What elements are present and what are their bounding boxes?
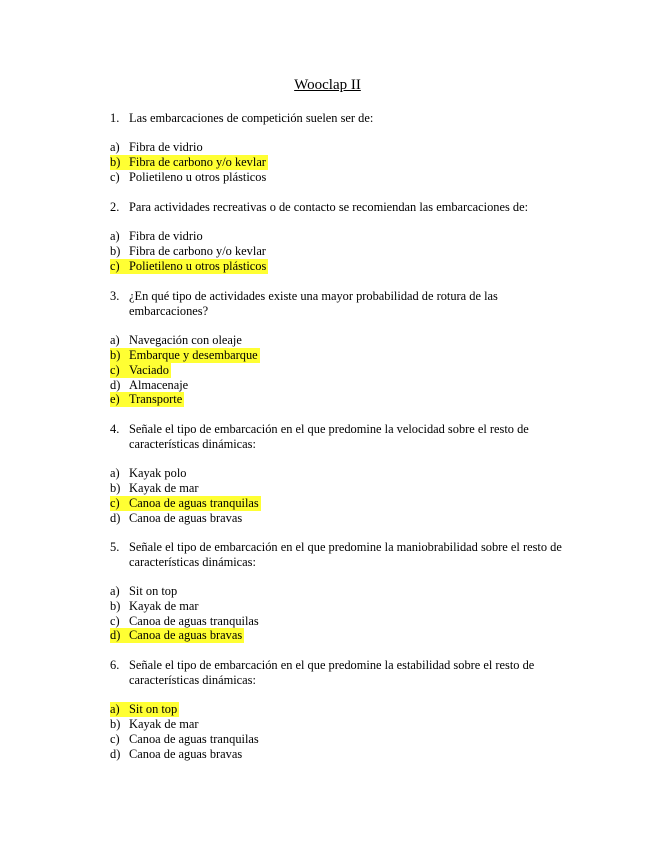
- question-number: 6.: [110, 658, 120, 672]
- option-text: Polietileno u otros plásticos: [129, 259, 267, 273]
- option-text: Canoa de aguas bravas: [129, 747, 243, 761]
- option-text: Sit on top: [129, 702, 178, 716]
- option-letter: a): [110, 229, 120, 243]
- option-letter: b): [110, 481, 121, 495]
- option-letter: b): [110, 348, 121, 362]
- option-5d-highlighted: [110, 628, 244, 643]
- option-text: Kayak de mar: [129, 481, 199, 495]
- question-number: 4.: [110, 422, 120, 436]
- option-letter: b): [110, 244, 121, 258]
- option-4c-highlighted: [110, 496, 261, 511]
- option-2b: [110, 244, 266, 259]
- option-5a: [110, 584, 177, 599]
- option-letter: e): [110, 392, 120, 406]
- question-1: [110, 111, 570, 126]
- question-text: Señale el tipo de embarcación en el que predomine la velocidad sobre el resto de características dinámicas:: [129, 422, 529, 451]
- option-1b-highlighted: [110, 155, 268, 170]
- option-text: Sit on top: [129, 584, 178, 598]
- question-number: 2.: [110, 200, 120, 214]
- question-text: Señale el tipo de embarcación en el que predomine la estabilidad sobre el resto de características dinámicas:: [129, 658, 535, 687]
- option-3d: [110, 378, 188, 393]
- option-text: Polietileno u otros plásticos: [129, 170, 267, 184]
- option-letter: b): [110, 599, 121, 613]
- option-6d: [110, 747, 242, 762]
- question-6: [110, 658, 560, 688]
- option-letter: c): [110, 732, 120, 746]
- option-5c: [110, 614, 259, 629]
- option-letter: d): [110, 747, 121, 761]
- option-text: Canoa de aguas bravas: [129, 628, 243, 642]
- option-letter: c): [110, 259, 120, 273]
- option-6c: [110, 732, 259, 747]
- option-6a-highlighted: [110, 702, 179, 717]
- option-letter: c): [110, 363, 120, 377]
- question-text: Señale el tipo de embarcación en el que predomine la maniobrabilidad sobre el resto de características dinámicas:: [129, 540, 562, 569]
- option-4a: [110, 466, 186, 481]
- option-text: Kayak de mar: [129, 717, 199, 731]
- question-text: ¿En qué tipo de actividades existe una mayor probabilidad de rotura de las embarcaciones?: [129, 289, 498, 318]
- question-text: Para actividades recreativas o de contacto se recomiendan las embarcaciones de:: [129, 200, 529, 214]
- question-number: 3.: [110, 289, 120, 303]
- option-text: Fibra de vidrio: [129, 229, 203, 243]
- option-text: Almacenaje: [129, 378, 189, 392]
- option-letter: c): [110, 614, 120, 628]
- option-letter: a): [110, 702, 120, 716]
- option-letter: c): [110, 170, 120, 184]
- document-title: [0, 76, 655, 94]
- option-text: Canoa de aguas tranquilas: [129, 496, 259, 510]
- option-letter: d): [110, 628, 121, 642]
- option-text: Vaciado: [129, 363, 169, 377]
- option-3b-highlighted: [110, 348, 260, 363]
- option-text: Navegación con oleaje: [129, 333, 242, 347]
- question-number: 5.: [110, 540, 120, 554]
- option-text: Fibra de vidrio: [129, 140, 203, 154]
- option-text: Transporte: [129, 392, 183, 406]
- option-text: Kayak polo: [129, 466, 187, 480]
- option-text: Embarque y desembarque: [129, 348, 258, 362]
- option-text: Canoa de aguas tranquilas: [129, 614, 259, 628]
- question-4: [110, 422, 555, 452]
- option-letter: a): [110, 584, 120, 598]
- question-2: [110, 200, 570, 215]
- question-text: Las embarcaciones de competición suelen ser de:: [129, 111, 374, 125]
- option-letter: c): [110, 496, 120, 510]
- option-1c: [110, 170, 266, 185]
- option-4d: [110, 511, 242, 526]
- option-2c-highlighted: [110, 259, 268, 274]
- option-4b: [110, 481, 199, 496]
- option-text: Kayak de mar: [129, 599, 199, 613]
- option-letter: a): [110, 466, 120, 480]
- option-1a: [110, 140, 203, 155]
- option-letter: d): [110, 511, 121, 525]
- option-2a: [110, 229, 203, 244]
- option-letter: a): [110, 333, 120, 347]
- option-text: Canoa de aguas bravas: [129, 511, 243, 525]
- option-letter: a): [110, 140, 120, 154]
- option-6b: [110, 717, 199, 732]
- option-3a: [110, 333, 242, 348]
- option-text: Fibra de carbono y/o kevlar: [129, 244, 266, 258]
- option-text: Canoa de aguas tranquilas: [129, 732, 259, 746]
- question-5: [110, 540, 565, 570]
- question-number: 1.: [110, 111, 120, 125]
- option-3e-highlighted: [110, 392, 184, 407]
- option-5b: [110, 599, 199, 614]
- question-3: [110, 289, 520, 319]
- option-letter: d): [110, 378, 121, 392]
- title-text: Wooclap II: [294, 77, 361, 93]
- option-letter: b): [110, 717, 121, 731]
- option-letter: b): [110, 155, 121, 169]
- option-3c-highlighted: [110, 363, 171, 378]
- option-text: Fibra de carbono y/o kevlar: [129, 155, 266, 169]
